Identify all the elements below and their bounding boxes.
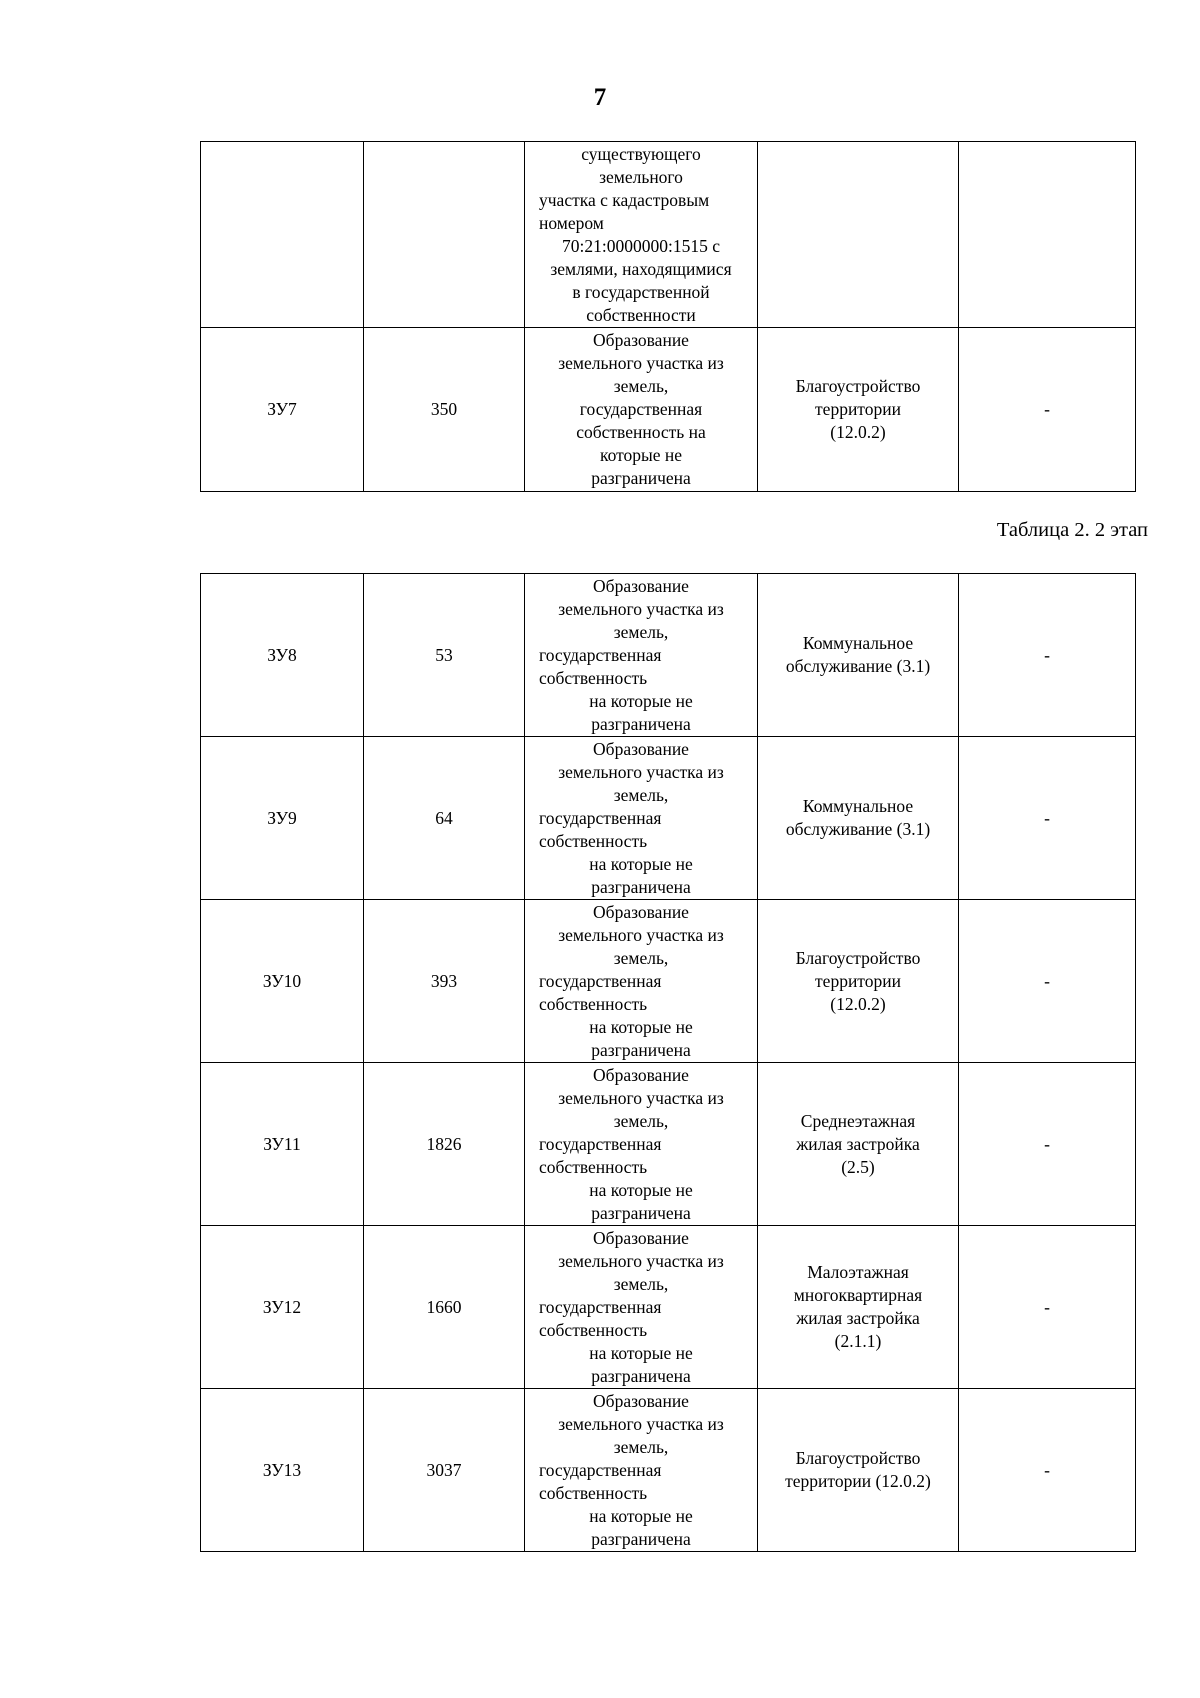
description-line: собственность на <box>576 422 706 442</box>
description-line: государственная <box>539 1133 662 1154</box>
table-body <box>201 574 1136 1552</box>
note-cell: - <box>959 574 1136 737</box>
description-line: земель, <box>613 1273 669 1294</box>
plot-area-cell <box>364 142 525 328</box>
note-cell: - <box>959 1226 1136 1389</box>
description-line: земель, <box>613 1110 669 1131</box>
plot-id-cell: ЗУ13 <box>201 1389 364 1552</box>
description-line: на которые не <box>589 1179 693 1200</box>
description-line: Образование <box>593 1390 689 1411</box>
description-line: на которые не <box>589 1342 693 1363</box>
permitted-use-line: (2.1.1) <box>834 1331 882 1351</box>
note-cell: - <box>959 737 1136 900</box>
description-line: земель, <box>613 376 669 396</box>
permitted-use-cell <box>758 142 959 328</box>
description-line: земельного участка из <box>558 924 724 945</box>
permitted-use-line: (12.0.2) <box>830 993 886 1014</box>
description-line: государственная <box>539 807 662 828</box>
description-line: Образование <box>593 575 689 596</box>
permitted-use-line: территории (12.0.2) <box>785 1471 931 1491</box>
permitted-use-line: (2.5) <box>841 1156 875 1177</box>
table-caption: Таблица 2. 2 этап <box>996 519 1148 541</box>
description-line: которые не <box>599 445 683 465</box>
description-line: разграничена <box>591 1039 691 1060</box>
plot-id-cell: ЗУ12 <box>201 1226 364 1389</box>
description-line: в государственной <box>572 281 710 302</box>
description-line: собственность <box>539 667 648 688</box>
description-line: разграничена <box>591 1528 691 1549</box>
description-line: земельного участка из <box>558 761 724 782</box>
description-line: разграничена <box>591 468 691 488</box>
table-row <box>201 328 1136 492</box>
permitted-use-cell <box>758 1063 959 1226</box>
description-cell <box>525 1226 758 1389</box>
plot-area-cell: 1826 <box>364 1063 525 1226</box>
description-line: номером <box>539 212 604 233</box>
plot-area-cell: 53 <box>364 574 525 737</box>
description-line: земельного участка из <box>558 353 724 373</box>
plot-id-cell: ЗУ7 <box>201 328 364 492</box>
description-cell <box>525 574 758 737</box>
plot-id-cell: ЗУ9 <box>201 737 364 900</box>
permitted-use-line: территории <box>815 970 901 991</box>
permitted-use-line: Благоустройство <box>795 1448 921 1468</box>
permitted-use-cell <box>758 900 959 1063</box>
description-line: собственность <box>539 993 648 1014</box>
table-row <box>201 1063 1136 1226</box>
description-line: на которые не <box>589 1505 693 1526</box>
description-line: Образование <box>593 1064 689 1085</box>
description-line: государственная <box>539 1459 662 1480</box>
permitted-use-line: Малоэтажная <box>807 1262 909 1282</box>
description-cell <box>525 328 758 492</box>
table-row <box>201 142 1136 328</box>
description-line: земельного участка из <box>558 1250 724 1271</box>
description-line: земельного <box>599 166 683 187</box>
description-line: Образование <box>593 901 689 922</box>
description-line: землями, находящимися <box>550 258 732 279</box>
description-cell <box>525 737 758 900</box>
description-line: разграничена <box>591 713 691 734</box>
plot-area-cell: 3037 <box>364 1389 525 1552</box>
description-line: 70:21:0000000:1515 с <box>562 235 720 256</box>
description-line: государственная <box>539 970 662 991</box>
table-row <box>201 737 1136 900</box>
permitted-use-line: территории <box>815 399 901 419</box>
permitted-use-line: Коммунальное <box>802 633 914 653</box>
permitted-use-cell <box>758 1226 959 1389</box>
permitted-use-cell <box>758 574 959 737</box>
plot-area-cell: 64 <box>364 737 525 900</box>
note-cell: - <box>959 1389 1136 1552</box>
description-line: участка с кадастровым <box>539 189 710 210</box>
permitted-use-line: Коммунальное <box>802 796 914 816</box>
description-line: разграничена <box>591 1202 691 1223</box>
permitted-use-line: обслуживание (3.1) <box>785 656 931 676</box>
description-cell <box>525 1389 758 1552</box>
table-row <box>201 900 1136 1063</box>
plot-area-cell: 393 <box>364 900 525 1063</box>
description-line: на которые не <box>589 1016 693 1037</box>
table-row <box>201 1389 1136 1552</box>
description-line: на которые не <box>589 853 693 874</box>
permitted-use-cell <box>758 1389 959 1552</box>
plot-id-cell: ЗУ10 <box>201 900 364 1063</box>
description-line: земельного участка из <box>558 1087 724 1108</box>
permitted-use-line: обслуживание (3.1) <box>785 819 931 839</box>
description-line: земель, <box>613 1436 669 1457</box>
description-line: собственность <box>539 1156 648 1177</box>
description-line: государственная <box>579 399 703 419</box>
permitted-use-line: Благоустройство <box>795 376 921 396</box>
note-cell: - <box>959 328 1136 492</box>
plot-area-cell: 1660 <box>364 1226 525 1389</box>
description-line: на которые не <box>589 690 693 711</box>
description-line: земель, <box>613 947 669 968</box>
permitted-use-line: (12.0.2) <box>830 422 886 442</box>
land-plots-table-stage-2 <box>200 573 1136 1552</box>
permitted-use-line: жилая застройка <box>796 1308 920 1328</box>
plot-area-cell: 350 <box>364 328 525 492</box>
description-line: собственность <box>539 830 648 851</box>
description-line: собственности <box>586 304 696 325</box>
plot-id-cell: ЗУ8 <box>201 574 364 737</box>
plot-id-cell: ЗУ11 <box>201 1063 364 1226</box>
permitted-use-cell <box>758 737 959 900</box>
description-line: собственность <box>539 1319 648 1340</box>
plot-id-cell <box>201 142 364 328</box>
permitted-use-line: Среднеэтажная <box>800 1110 916 1131</box>
table-row <box>201 1226 1136 1389</box>
description-cell <box>525 900 758 1063</box>
description-line: существующего <box>581 143 701 164</box>
permitted-use-line: жилая застройка <box>796 1133 920 1154</box>
description-cell <box>525 1063 758 1226</box>
note-cell: - <box>959 1063 1136 1226</box>
description-cell <box>525 142 758 328</box>
land-plots-table-stage-1-continued <box>200 141 1136 492</box>
description-line: Образование <box>593 330 689 350</box>
description-line: земель, <box>613 784 669 805</box>
description-line: Образование <box>593 738 689 759</box>
description-line: земельного участка из <box>558 598 724 619</box>
description-line: государственная <box>539 644 662 665</box>
permitted-use-cell <box>758 328 959 492</box>
description-line: земель, <box>613 621 669 642</box>
note-cell <box>959 142 1136 328</box>
permitted-use-line: Благоустройство <box>795 947 921 968</box>
description-line: Образование <box>593 1227 689 1248</box>
description-line: разграничена <box>591 1365 691 1386</box>
table-row <box>201 574 1136 737</box>
permitted-use-line: многоквартирная <box>793 1285 923 1305</box>
page-number: 7 <box>593 84 607 111</box>
description-line: разграничена <box>591 876 691 897</box>
description-line: государственная <box>539 1296 662 1317</box>
description-line: земельного участка из <box>558 1413 724 1434</box>
description-line: собственность <box>539 1482 648 1503</box>
table-body <box>201 142 1136 492</box>
note-cell: - <box>959 900 1136 1063</box>
